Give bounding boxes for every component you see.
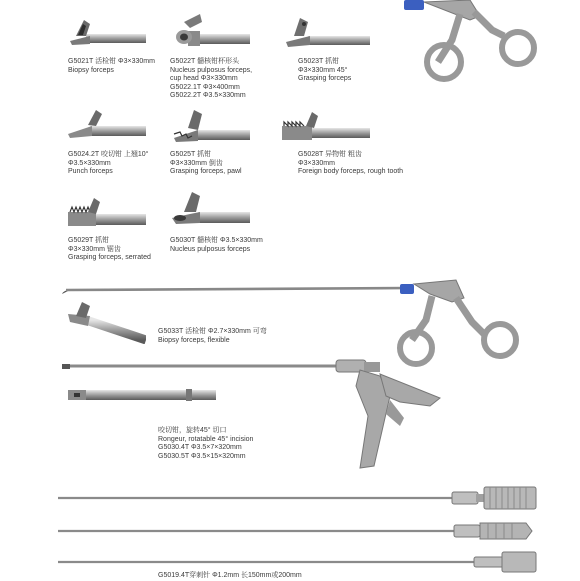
needle-3-image	[56, 550, 540, 574]
caption-g5019: G5019.4T穿刺针 Φ1.2mm 长150mm或200mm	[158, 572, 302, 579]
g5022t-tip-image	[170, 8, 250, 52]
caption-g5024t: G5024.2T 咬切钳 上翘10° Φ3.5×330mm Punch forceps	[68, 151, 149, 176]
g5025t-tip-image	[170, 104, 250, 148]
caption-g5022t: G5022T 髓核钳杯形头 Nucleus pulposus forceps, cup head Φ3×330mm G5022.1T Φ3×400mm G5022.2T Φ3.5×330mm	[170, 58, 253, 100]
rongeur-image	[60, 356, 450, 476]
caption-g5029t: G5029T 抓钳 Φ3×330mm 锯齿 Grasping forceps, serrated	[68, 237, 151, 262]
g5030t-tip-image	[170, 188, 250, 234]
g5021t-tip-image	[66, 14, 146, 52]
g5023t-tip-image	[280, 14, 370, 54]
needle-2-image	[56, 520, 540, 542]
caption-g5030t: G5030T 髓核钳 Φ3.5×330mm Nucleus pulposus forceps	[170, 237, 263, 253]
g5024t-tip-image	[66, 108, 146, 146]
g5029t-tip-image	[66, 194, 146, 234]
top-forceps-handle-image	[400, 0, 540, 90]
needle-1-image	[56, 484, 540, 512]
caption-g5028t: G5028T 异物钳 粗齿 Φ3×330mm Foreign body forceps, rough tooth	[298, 151, 404, 176]
caption-rongeur: 咬切钳，旋转45° 切口 Rongeur, rotatable 45° incision G5030.4T Φ3.5×7×320mm G5030.5T Φ3.5×15×320mm	[158, 427, 254, 460]
g5028t-tip-image	[280, 108, 370, 148]
caption-g5033t: G5033T 活检钳 Φ2.7×330mm 可弯 Biopsy forceps, flexible	[158, 328, 267, 344]
caption-g5023t: G5023T 抓钳 Φ3×330mm 45° Grasping forceps	[298, 58, 352, 83]
caption-g5025t: G5025T 抓钳 Φ3×330mm 倒齿 Grasping forceps, pawl	[170, 151, 242, 176]
caption-g5021t: G5021T 活检钳 Φ3×330mm Biopsy forceps	[68, 58, 155, 74]
